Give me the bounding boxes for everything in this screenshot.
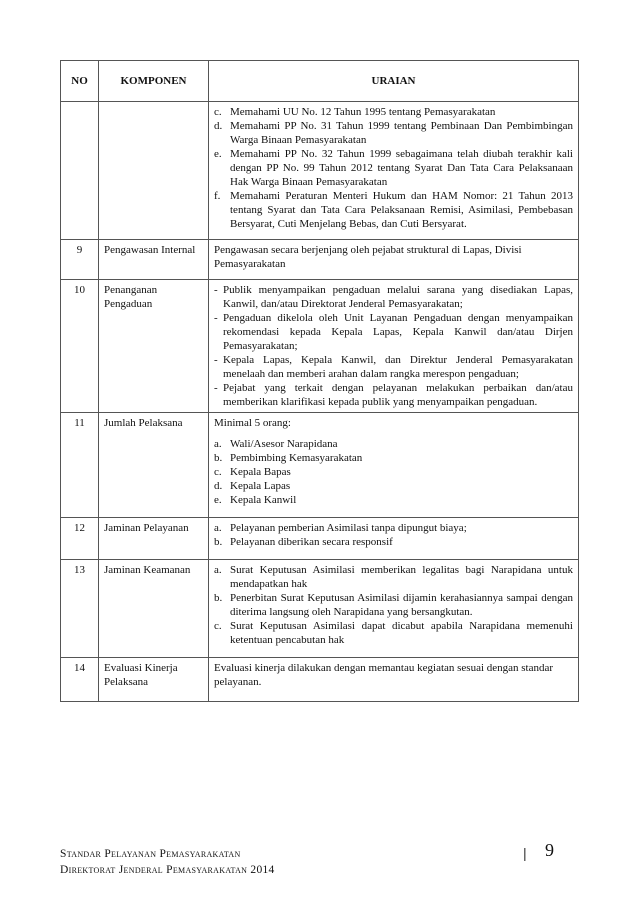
cell-uraian: Evaluasi kinerja dilakukan dengan memantau kegiatan sesuai dengan standar pelayanan. (209, 658, 579, 702)
cell-uraian: Pengawasan secara berjenjang oleh pejabat struktural di Lapas, Divisi Pemasyarakatan (209, 240, 579, 280)
cell-komponen-empty (99, 102, 209, 240)
list-item: a. Wali/Asesor Narapidana (214, 438, 338, 450)
list-item: d. Memahami PP No. 31 Tahun 1999 tentang Pembinaan Dan Pembimbingan Warga Binaan Pemasyarakatan (214, 120, 573, 146)
jaminan-pelayanan-list (214, 521, 573, 549)
cell-uraian-continued (209, 102, 579, 240)
cell-komponen: Evaluasi Kinerja Pelaksana (99, 658, 209, 702)
list-item: f. Memahami Peraturan Menteri Hukum dan HAM Nomor: 21 Tahun 2013 tentang Syarat dan Tata Cara Pelaksanaan Remisi, Asimilasi, Pembebasan Bersyarat, Cuti Menjelang Bebas, dan Cuti Bersyarat. (214, 190, 573, 230)
cell-komponen: Pengawasan Internal (99, 240, 209, 280)
standar-pelayanan-table (60, 60, 579, 702)
cell-no: 10 (61, 280, 99, 413)
footer-subtitle: Direktorat Jenderal Pemasyarakatan 2014 (60, 864, 275, 876)
header-no: NO (61, 61, 99, 102)
cell-no: 9 (61, 240, 99, 280)
footer (60, 846, 275, 878)
cell-komponen: Penanganan Pengaduan (99, 280, 209, 413)
list-item: e. Memahami PP No. 32 Tahun 1999 sebagaimana telah diubah terakhir kali dengan PP No. 99 Tahun 2012 tentang Syarat Dan Tata Cara Pelaksanaan Hak Warga Binaan Pemasyarakatan (214, 148, 573, 188)
table-row (61, 240, 579, 280)
table-row (61, 658, 579, 702)
cell-uraian (209, 413, 579, 518)
cell-no: 14 (61, 658, 99, 702)
header-komponen: KOMPONEN (99, 61, 209, 102)
list-item: b. Penerbitan Surat Keputusan Asimilasi dijamin kerahasiannya sampai dengan diterima langsung oleh Narapidana yang bersangkutan. (214, 592, 573, 618)
pengaduan-list (214, 283, 573, 409)
list-item: - Publik menyampaikan pengaduan melalui sarana yang disediakan Lapas, Kanwil, dan/atau Direktorat Jenderal Pemasyarakatan; (214, 284, 573, 310)
list-item: d. Kepala Lapas (214, 480, 291, 492)
list-item: a. Surat Keputusan Asimilasi memberikan legalitas bagi Narapidana untuk mendapatkan hak (214, 564, 573, 590)
jaminan-keamanan-list (214, 563, 573, 647)
cell-no-empty (61, 102, 99, 240)
list-item: a. Pelayanan pemberian Asimilasi tanpa dipungut biaya; (214, 522, 467, 534)
list-item: c. Memahami UU No. 12 Tahun 1995 tentang Pemasyarakatan (214, 106, 496, 118)
footer-separator: | (523, 845, 527, 861)
header-uraian: URAIAN (209, 61, 579, 102)
cell-no: 13 (61, 560, 99, 658)
list-item: c. Kepala Bapas (214, 466, 291, 478)
cell-no: 11 (61, 413, 99, 518)
table-row (61, 560, 579, 658)
cell-no: 12 (61, 518, 99, 560)
cell-komponen: Jumlah Pelaksana (99, 413, 209, 518)
cell-komponen: Jaminan Pelayanan (99, 518, 209, 560)
table-row (61, 518, 579, 560)
cell-uraian (209, 280, 579, 413)
continued-list (214, 105, 573, 231)
jumlah-intro: Minimal 5 orang: (214, 417, 291, 429)
list-item: - Pengaduan dikelola oleh Unit Layanan Pengaduan dengan menyampaikan rekomendasi kepada Kepala Lapas, Kepala Kanwil dan/atau Dirjen Pemasyarakatan; (214, 312, 573, 352)
list-item: b. Pembimbing Kemasyarakatan (214, 452, 363, 464)
table-header-row (61, 61, 579, 102)
table-row (61, 413, 579, 518)
cell-uraian (209, 560, 579, 658)
page-number: 9 (545, 840, 554, 860)
footer-title: Standar Pelayanan Pemasyarakatan (60, 848, 241, 860)
table-row (61, 280, 579, 413)
pelaksana-list (214, 437, 573, 507)
list-item: c. Surat Keputusan Asimilasi dapat dicabut apabila Narapidana memenuhi ketentuan pencabutan hak (214, 620, 573, 646)
table-row-continued (61, 102, 579, 240)
list-item: e. Kepala Kanwil (214, 494, 297, 506)
list-item: b. Pelayanan diberikan secara responsif (214, 536, 393, 548)
cell-komponen: Jaminan Keamanan (99, 560, 209, 658)
list-item: - Kepala Lapas, Kepala Kanwil, dan Direktur Jenderal Pemasyarakatan menelaah dan memberi arahan dalam rangka merespon pengaduan; (214, 354, 573, 380)
cell-uraian (209, 518, 579, 560)
list-item: - Pejabat yang terkait dengan pelayanan melakukan perbaikan dan/atau memberikan klarifikasi kepada publik yang menyampaikan pengaduan. (214, 382, 573, 408)
